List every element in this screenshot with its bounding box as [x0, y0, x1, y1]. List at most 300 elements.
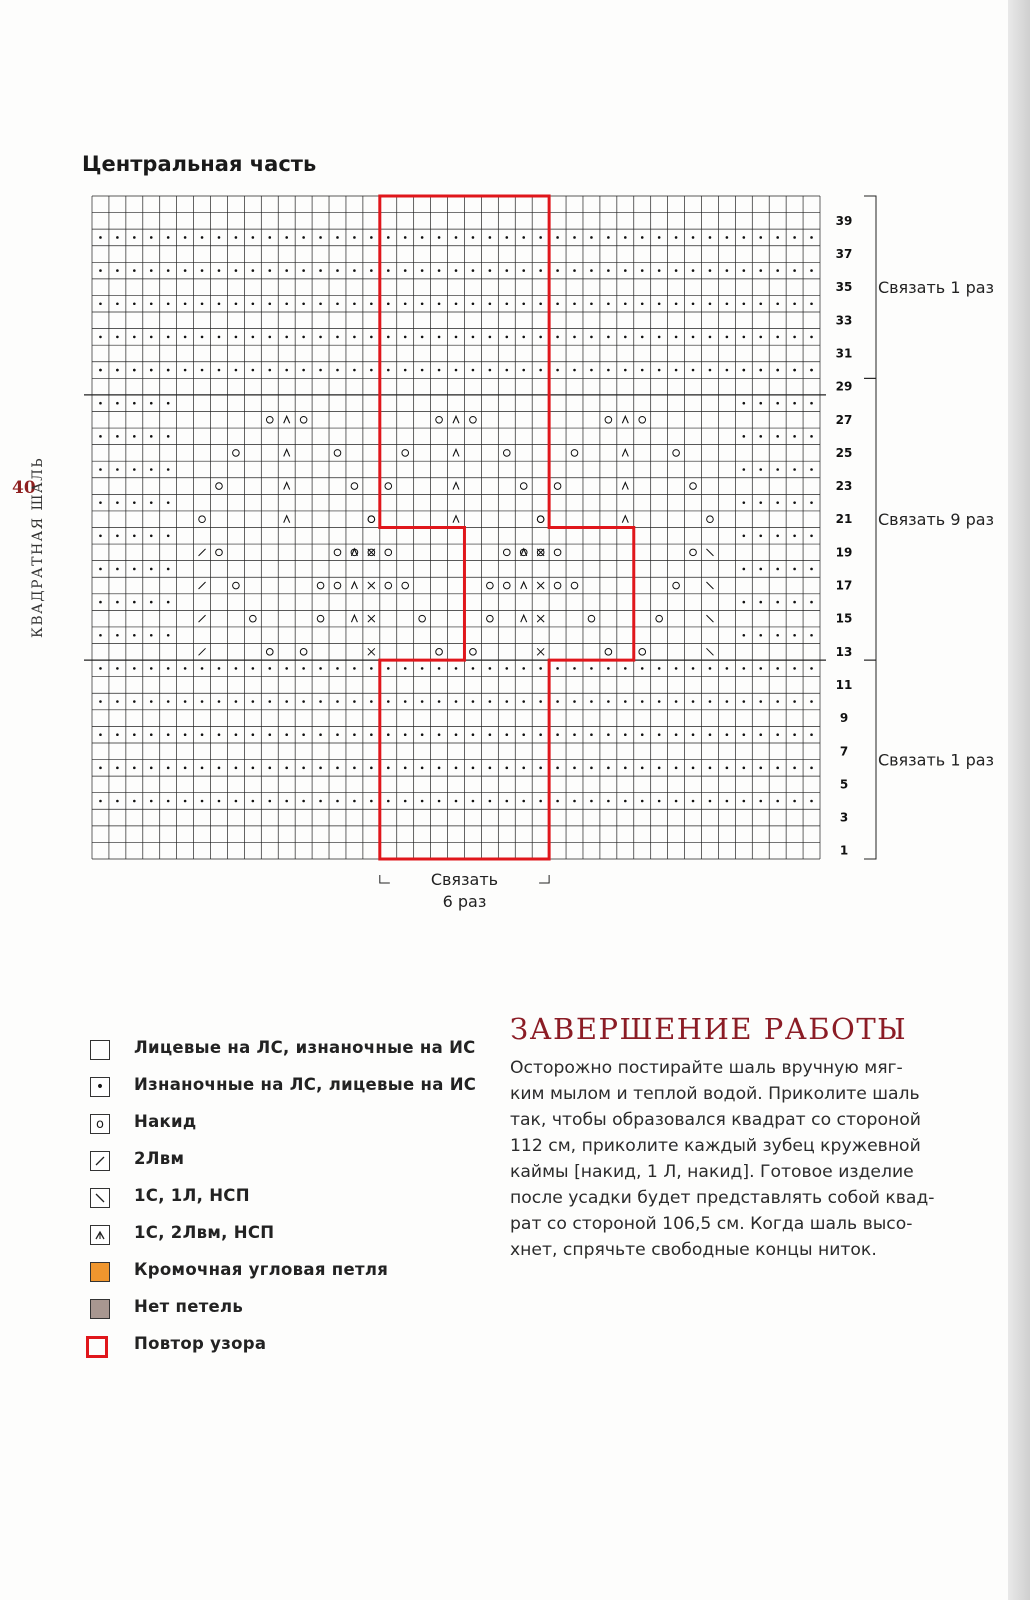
purl-dot [116, 369, 119, 372]
purl-dot [658, 369, 661, 372]
yarn-over [487, 615, 494, 622]
purl-dot [641, 269, 644, 272]
purl-dot [133, 369, 136, 372]
double-decrease [622, 516, 628, 523]
purl-dot [370, 236, 373, 239]
purl-dot [489, 800, 492, 803]
purl-dot [99, 667, 102, 670]
knit-symbol-icon [90, 1040, 110, 1060]
purl-dot [810, 700, 813, 703]
yarn-over [266, 649, 273, 656]
purl-dot [268, 336, 271, 339]
yarn-over [402, 582, 409, 589]
purl-dot [116, 336, 119, 339]
row-label: 39 [835, 213, 853, 228]
purl-dot [353, 667, 356, 670]
no-stitch-swatch-icon [90, 1299, 110, 1319]
purl-dot [438, 269, 441, 272]
yarn-over [266, 416, 273, 423]
row-label: 25 [835, 445, 853, 460]
purl-dot [810, 601, 813, 604]
purl-dot [776, 369, 779, 372]
purl-dot [252, 369, 255, 372]
row-label: 5 [839, 777, 849, 792]
purl-dot [252, 700, 255, 703]
purl-dot [810, 369, 813, 372]
repeat-note: Связать 9 раз [877, 510, 995, 530]
purl-dot [319, 667, 322, 670]
purl-dot [99, 601, 102, 604]
purl-dot [252, 336, 255, 339]
repeat-outline-icon [86, 1336, 108, 1358]
purl-dot [150, 568, 153, 571]
purl-dot [472, 369, 475, 372]
purl-dot [489, 369, 492, 372]
bracket [864, 378, 876, 660]
purl-dot [726, 369, 729, 372]
ssk [706, 549, 713, 556]
purl-dot [150, 468, 153, 471]
purl-dot [302, 269, 305, 272]
purl-dot [793, 369, 796, 372]
purl-dot [99, 302, 102, 305]
purl-dot [235, 369, 238, 372]
purl-dot [776, 468, 779, 471]
purl-dot [353, 269, 356, 272]
purl-dot [759, 700, 762, 703]
purl-dot [235, 336, 238, 339]
purl-dot [641, 700, 644, 703]
page-number: 40 [12, 478, 36, 498]
purl-dot [793, 634, 796, 637]
purl-dot [759, 501, 762, 504]
purl-dot [590, 733, 593, 736]
purl-dot [167, 634, 170, 637]
purl-dot [793, 468, 796, 471]
purl-dot [658, 236, 661, 239]
purl-dot [99, 634, 102, 637]
purl-dot [658, 700, 661, 703]
purl-dot [404, 236, 407, 239]
purl-dot [472, 733, 475, 736]
purl-dot [336, 800, 339, 803]
yarn-over [503, 450, 510, 457]
purl-dot [268, 700, 271, 703]
ssk [706, 615, 713, 622]
purl-dot [489, 733, 492, 736]
purl-dot [133, 236, 136, 239]
purl-dot [116, 568, 119, 571]
purl-dot [184, 700, 187, 703]
purl-dot [455, 336, 458, 339]
purl-dot [218, 336, 221, 339]
purl-dot [252, 667, 255, 670]
purl-dot [539, 336, 542, 339]
purl-dot [167, 601, 170, 604]
purl-dot [539, 302, 542, 305]
purl-dot [556, 767, 559, 770]
purl-dot [455, 800, 458, 803]
purl-dot [218, 733, 221, 736]
purl-dot [776, 402, 779, 405]
ssk [706, 582, 713, 589]
purl-dot [607, 700, 610, 703]
yarn-over [690, 549, 697, 556]
purl-dot [167, 733, 170, 736]
purl-dot [573, 302, 576, 305]
double-decrease [453, 416, 459, 423]
purl-dot [624, 369, 627, 372]
purl-dot [116, 601, 119, 604]
purl-dot [505, 800, 508, 803]
purl-dot [133, 435, 136, 438]
purl-dot [353, 302, 356, 305]
purl-dot [505, 302, 508, 305]
purl-dot [556, 700, 559, 703]
purl-dot [387, 733, 390, 736]
purl-dot [675, 302, 678, 305]
purl-dot [235, 767, 238, 770]
purl-dot [607, 236, 610, 239]
purl-dot [184, 800, 187, 803]
purl-dot [522, 369, 525, 372]
purl-dot [184, 336, 187, 339]
purl-dot [624, 236, 627, 239]
chart-title: Центральная часть [82, 152, 317, 176]
purl-dot [556, 733, 559, 736]
purl-dot [810, 534, 813, 537]
purl-dot [150, 667, 153, 670]
purl-dot [505, 369, 508, 372]
purl-dot [675, 369, 678, 372]
purl-dot [268, 733, 271, 736]
purl-dot [624, 800, 627, 803]
running-title: КВАДРАТНАЯ ШАЛЬ [30, 456, 46, 638]
purl-dot [522, 236, 525, 239]
purl-dot [99, 236, 102, 239]
ssk-backslash-icon [90, 1188, 110, 1208]
yarn-over [233, 450, 240, 457]
purl-dot [675, 700, 678, 703]
purl-dot [793, 667, 796, 670]
purl-dot [810, 568, 813, 571]
purl-dot [793, 733, 796, 736]
purl-dot [759, 269, 762, 272]
purl-dot [404, 336, 407, 339]
purl-dot [522, 767, 525, 770]
legend-label: Накид [134, 1112, 197, 1131]
purl-dot [539, 733, 542, 736]
purl-dot [810, 501, 813, 504]
purl-dot [489, 269, 492, 272]
purl-dot [455, 667, 458, 670]
purl-dot [336, 667, 339, 670]
purl-dot [793, 568, 796, 571]
purl-dot [370, 667, 373, 670]
purl-dot [505, 236, 508, 239]
purl-dot [235, 667, 238, 670]
purl-dot [793, 269, 796, 272]
purl-dot [726, 269, 729, 272]
purl-dot [556, 236, 559, 239]
yarn-over [334, 450, 341, 457]
purl-dot [590, 800, 593, 803]
purl-dot [421, 733, 424, 736]
purl-dot [743, 501, 746, 504]
row-label: 21 [835, 512, 853, 527]
purl-dot [99, 269, 102, 272]
purl-dot [133, 700, 136, 703]
purl-dot [810, 236, 813, 239]
purl-dot [472, 336, 475, 339]
purl-dot [590, 269, 593, 272]
purl-dot [793, 534, 796, 537]
purl-dot [709, 667, 712, 670]
purl-dot [336, 767, 339, 770]
purl-dot [421, 767, 424, 770]
purl-dot [285, 269, 288, 272]
purl-dot [167, 336, 170, 339]
legend-label: Лицевые на ЛС, изнаночные на ИС [134, 1038, 476, 1057]
purl-dot [268, 302, 271, 305]
purl-dot [218, 767, 221, 770]
purl-dot [353, 369, 356, 372]
purl-dot [404, 269, 407, 272]
purl-dot [336, 700, 339, 703]
purl-dot [353, 236, 356, 239]
purl-dot [99, 468, 102, 471]
purl-dot [810, 767, 813, 770]
purl-dot [658, 733, 661, 736]
k2tog [199, 549, 206, 556]
purl-dot [776, 534, 779, 537]
purl-dot [404, 302, 407, 305]
yarn-over [385, 549, 392, 556]
purl-dot [184, 269, 187, 272]
purl-dot [743, 733, 746, 736]
row-label: 19 [835, 545, 853, 560]
k2tog [199, 582, 206, 589]
purl-dot [573, 667, 576, 670]
purl-dot [472, 767, 475, 770]
finishing-text: Осторожно постирайте шаль вручную мяг- ким мылом и теплой водой. Приколите шаль так, чтобы образовался квадрат со стороной 112 см, приколите каждый зубец кружевной каймы [накид, 1 Л, накид]. Готовое изделие после усадки будет представлять собой квад- рат со стороной 106,5 см. Когда шаль высо- хнет, спрячьте свободные концы ниток. [510, 1058, 935, 1260]
purl-dot [421, 369, 424, 372]
double-decrease [351, 615, 357, 622]
purl-dot [319, 236, 322, 239]
purl-dot [556, 667, 559, 670]
bottom-bracket [380, 875, 390, 883]
double-decrease [521, 582, 527, 589]
yarn-over [216, 483, 223, 490]
purl-dot [590, 336, 593, 339]
k2tog-slash-icon [90, 1151, 110, 1171]
purl-dot [743, 601, 746, 604]
purl-dot [489, 667, 492, 670]
ssk [706, 648, 713, 655]
purl-dot [590, 369, 593, 372]
purl-dot [167, 302, 170, 305]
purl-dot [133, 800, 136, 803]
purl-dot [810, 733, 813, 736]
purl-dot [776, 634, 779, 637]
purl-dot [692, 767, 695, 770]
purl-dot [573, 269, 576, 272]
purl-dot [590, 667, 593, 670]
purl-dot [438, 667, 441, 670]
purl-dot [624, 667, 627, 670]
purl-dot [235, 302, 238, 305]
finishing-heading: ЗАВЕРШЕНИЕ РАБОТЫ [510, 1012, 908, 1046]
purl-dot [793, 800, 796, 803]
purl-dot [133, 468, 136, 471]
purl-dot [336, 302, 339, 305]
purl-dot [116, 468, 119, 471]
purl-dot [184, 302, 187, 305]
double-decrease [622, 416, 628, 423]
purl-dot [285, 800, 288, 803]
purl-dot [387, 302, 390, 305]
purl-dot [302, 733, 305, 736]
purl-dot [268, 667, 271, 670]
purl-dot [793, 767, 796, 770]
purl-dot [505, 667, 508, 670]
row-label: 13 [835, 644, 853, 659]
repeat-note: Связать 1 раз [877, 278, 995, 298]
bottom-bracket [539, 875, 549, 883]
purl-dot [150, 501, 153, 504]
k2tog [199, 648, 206, 655]
purl-dot [522, 269, 525, 272]
purl-dot [776, 269, 779, 272]
purl-dot [793, 302, 796, 305]
purl-dot [404, 700, 407, 703]
purl-dot [675, 667, 678, 670]
purl-dot [641, 369, 644, 372]
purl-dot [658, 767, 661, 770]
purl-dot [167, 700, 170, 703]
purl-dot [99, 534, 102, 537]
legend-label: Кромочная угловая петля [134, 1260, 389, 1279]
yarn-over [520, 483, 527, 490]
purl-dot [201, 700, 204, 703]
purl-dot [319, 733, 322, 736]
yarn-over [588, 615, 595, 622]
purl-dot [810, 402, 813, 405]
row-label: 35 [835, 280, 853, 295]
purl-dot [133, 601, 136, 604]
purl-dot [793, 700, 796, 703]
yarn-over [554, 549, 561, 556]
purl-dot [99, 402, 102, 405]
purl-dot [150, 236, 153, 239]
bracket [864, 660, 876, 859]
purl-dot [285, 733, 288, 736]
purl-dot [150, 601, 153, 604]
legend-label: Повтор узора [134, 1334, 267, 1353]
purl-dot [505, 269, 508, 272]
purl-dot [759, 336, 762, 339]
purl-dot [404, 767, 407, 770]
purl-dot [726, 767, 729, 770]
purl-dot [743, 767, 746, 770]
purl-dot [522, 667, 525, 670]
purl-dot [776, 601, 779, 604]
purl-dot [99, 700, 102, 703]
purl-dot [302, 700, 305, 703]
row-label: 11 [835, 677, 853, 692]
purl-dot [336, 369, 339, 372]
purl-dot [167, 435, 170, 438]
purl-dot [184, 236, 187, 239]
yarn-over [334, 582, 341, 589]
purl-dot [810, 302, 813, 305]
purl-dot [759, 733, 762, 736]
yarn-over [470, 416, 477, 423]
purl-dot [319, 767, 322, 770]
purl-dot [150, 369, 153, 372]
purl-dot [421, 700, 424, 703]
purl-dot [252, 236, 255, 239]
purl-dot [387, 800, 390, 803]
purl-dot [302, 236, 305, 239]
purl-dot [116, 700, 119, 703]
purl-dot [201, 369, 204, 372]
purl-dot [539, 767, 542, 770]
purl-dot [252, 767, 255, 770]
purl-dot [116, 767, 119, 770]
row-label: 33 [835, 313, 853, 328]
purl-dot [505, 336, 508, 339]
purl-dot [793, 601, 796, 604]
purl-dot [793, 435, 796, 438]
purl-dot [607, 336, 610, 339]
purl-dot [743, 568, 746, 571]
purl-dot [167, 468, 170, 471]
purl-dot [759, 568, 762, 571]
row-label: 15 [835, 611, 853, 626]
purl-dot [218, 269, 221, 272]
purl-dot [743, 634, 746, 637]
purl-dot [455, 302, 458, 305]
purl-dot [201, 336, 204, 339]
bottom-note: 6 раз [442, 892, 487, 911]
yarn-over [199, 516, 206, 523]
purl-dot [709, 302, 712, 305]
double-decrease [622, 483, 628, 490]
purl-dot [489, 336, 492, 339]
purl-dot [810, 667, 813, 670]
purl-dot [607, 302, 610, 305]
purl-dot [455, 767, 458, 770]
double-decrease-caret-icon [90, 1225, 110, 1245]
yarn-over [385, 582, 392, 589]
purl-dot [726, 236, 729, 239]
purl-dot [268, 269, 271, 272]
yarn-over [673, 582, 680, 589]
purl-dot [624, 700, 627, 703]
purl-dot [743, 800, 746, 803]
purl-dot [370, 369, 373, 372]
purl-dot [743, 336, 746, 339]
purl-dot [759, 236, 762, 239]
purl-dot [99, 733, 102, 736]
purl-dot [285, 667, 288, 670]
purl-dot [167, 369, 170, 372]
purl-dot [573, 369, 576, 372]
double-decrease [453, 516, 459, 523]
yarn-over [351, 483, 358, 490]
purl-dot [116, 667, 119, 670]
